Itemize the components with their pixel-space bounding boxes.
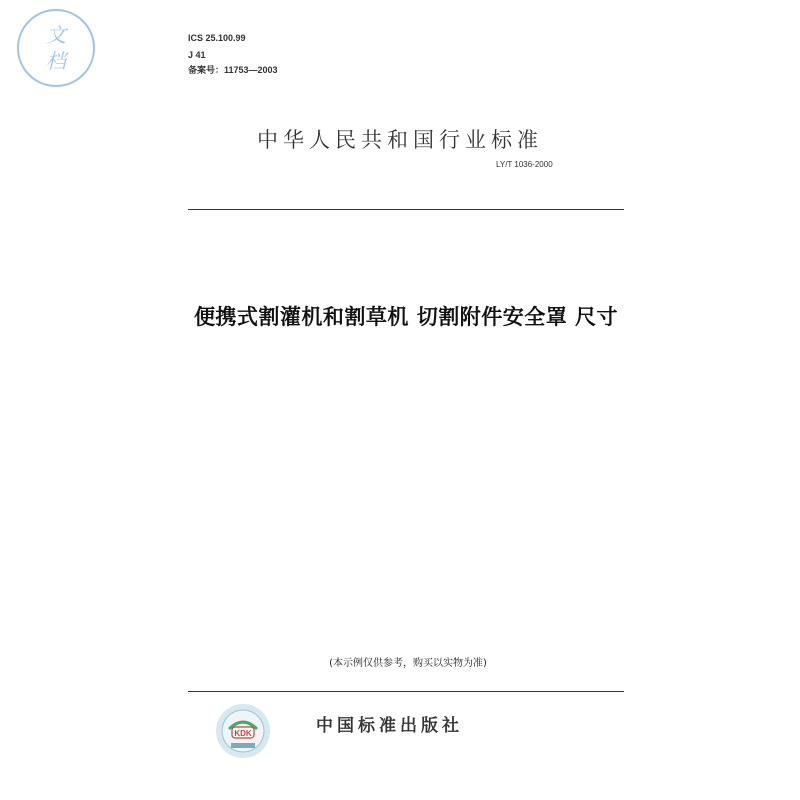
svg-text:档: 档 [46,49,66,73]
svg-text:KDK: KDK [234,729,252,738]
sample-disclaimer: (本示例仅供参考，购买以实物为准) [329,658,487,669]
filing-number: 备案号：11753—2003 [188,65,278,75]
standard-number: LY/T 1036-2000 [496,160,553,169]
svg-text:文: 文 [46,23,66,47]
publisher-name: 中国标准出版社 [316,716,463,736]
watermark-logo [14,6,98,90]
publisher-seal-icon [215,703,271,759]
ccs-code: J 41 [188,50,206,60]
ics-code: ICS 25.100.99 [188,33,246,43]
document-title: 便携式割灌机和割草机 切割附件安全罩 尺寸 [193,304,619,329]
bottom-divider [188,691,624,692]
top-divider [188,209,624,210]
industry-standard-heading: 中华人民共和国行业标准 [257,128,543,152]
